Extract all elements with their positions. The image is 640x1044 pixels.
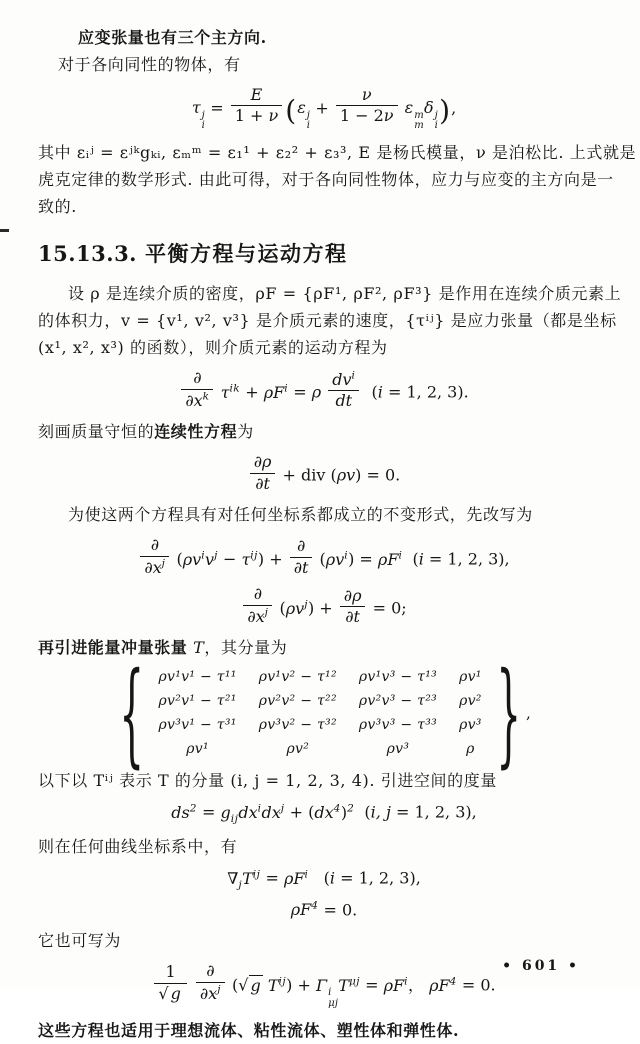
radicand: g bbox=[170, 983, 181, 1003]
math-numerator bbox=[250, 453, 276, 472]
where-clause-line-3: 致的. bbox=[38, 197, 77, 217]
intro-line-2: 对于各向同性的物体，有 bbox=[58, 55, 241, 74]
math-fraction bbox=[328, 369, 359, 410]
continuity-pre: 刻画质量守恒的 bbox=[38, 422, 155, 442]
math-italic: ν bbox=[383, 106, 394, 126]
math-italic: E bbox=[250, 85, 263, 104]
math-superscript: 2 bbox=[347, 802, 355, 815]
math-numerator bbox=[181, 369, 213, 388]
energy-tensor-term: 再引进能量冲量张量 bbox=[38, 638, 188, 658]
matrix-cell: ρv¹ bbox=[459, 669, 482, 686]
math-sup-group bbox=[291, 900, 319, 919]
math-superscript: i bbox=[257, 802, 262, 815]
math-sup-group bbox=[341, 803, 354, 822]
math-base: ε bbox=[404, 98, 414, 118]
closing-line: 这些方程也适用于理想流体、粘性流体、塑性体和弹性体. bbox=[38, 1020, 460, 1040]
math-fraction bbox=[196, 962, 225, 1003]
math-supsub-stack bbox=[328, 988, 338, 1008]
hooke-law-formula bbox=[38, 86, 610, 131]
math-italic: ∂ bbox=[150, 535, 160, 555]
math-roman: ) + bbox=[307, 598, 338, 618]
math-denominator bbox=[340, 606, 366, 626]
math-italic: ∂t bbox=[255, 473, 270, 493]
math-base: ρv bbox=[325, 549, 345, 569]
math-denominator bbox=[336, 105, 398, 125]
matrix-cell: ρ bbox=[466, 741, 475, 758]
math-roman: + bbox=[240, 382, 264, 402]
math-italic: i bbox=[418, 549, 424, 569]
math-roman: ) = bbox=[348, 549, 378, 569]
continuity-term: 连续性方程 bbox=[154, 422, 238, 442]
math-roman: ) + bbox=[286, 975, 316, 995]
math-fraction bbox=[336, 86, 398, 126]
math-sup-group bbox=[205, 550, 218, 569]
math-roman: = bbox=[205, 98, 229, 118]
math-italic: i bbox=[377, 382, 383, 402]
intro-line-1: 应变张量也有三个主方向. bbox=[78, 28, 267, 47]
math-sup-group bbox=[183, 550, 205, 569]
math-supsub-group bbox=[191, 98, 206, 132]
math-sup-group bbox=[338, 976, 360, 995]
math-roman: ( bbox=[226, 975, 239, 995]
math-base: Γ bbox=[315, 975, 328, 995]
math-sup-group bbox=[429, 976, 457, 995]
math-roman bbox=[321, 383, 326, 402]
math-fraction bbox=[231, 86, 283, 126]
math-base: ρF bbox=[429, 975, 450, 995]
math-fraction bbox=[250, 453, 276, 493]
math-base: ε bbox=[297, 98, 306, 118]
math-denominator bbox=[140, 556, 169, 578]
matrix-cell: ρv¹ bbox=[186, 741, 209, 758]
math-sub-group bbox=[227, 868, 243, 891]
math-superscript: i bbox=[404, 975, 408, 988]
math-numerator bbox=[340, 587, 366, 606]
math-base: dx bbox=[314, 802, 334, 822]
math-roman: = 1, 2, 3), bbox=[423, 549, 510, 569]
matrix-cell: ρv³ bbox=[386, 741, 410, 758]
math-supsub-group bbox=[424, 98, 439, 132]
math-denominator bbox=[231, 105, 283, 125]
math-sup-group bbox=[242, 869, 260, 888]
math-subscript: j bbox=[238, 879, 243, 891]
matrix-cell: ρv²v³ − τ²³ bbox=[358, 693, 438, 710]
math-superscript: j bbox=[161, 557, 166, 570]
density-paragraph-line-2: 的体积力，v = {v¹, v², v³} 是介质元素的速度，{τⁱʲ} 是应力张量（都是坐标 bbox=[38, 311, 617, 331]
math-italic: ∂ bbox=[253, 584, 263, 604]
math-base: ρF bbox=[263, 382, 285, 402]
math-sup-group bbox=[185, 391, 209, 410]
matrix-right-brace: } bbox=[495, 647, 521, 780]
math-subscript: m bbox=[414, 120, 425, 132]
math-roman: = bbox=[260, 868, 284, 888]
matrix-cell: ρv¹v¹ − τ¹¹ bbox=[158, 669, 237, 686]
matrix-cell: ρv²v² − τ²² bbox=[258, 693, 337, 710]
math-roman: ( bbox=[314, 549, 326, 569]
matrix-comma: , bbox=[526, 704, 531, 723]
math-roman: + div ( bbox=[277, 465, 337, 485]
math-subscript: ij bbox=[230, 812, 239, 825]
matrix-cell: ρv³v¹ − τ³¹ bbox=[158, 717, 237, 734]
math-roman: − bbox=[217, 549, 242, 569]
math-superscript: j bbox=[214, 549, 218, 562]
math-sup-group bbox=[247, 607, 268, 626]
math-base: v bbox=[205, 549, 215, 569]
math-roman: ( bbox=[354, 802, 371, 822]
math-roman: = 1, 2, 3), bbox=[335, 868, 421, 888]
math-sup-group bbox=[314, 803, 340, 822]
math-superscript: j bbox=[306, 109, 311, 121]
math-roman: = 1, 2, 3). bbox=[382, 382, 469, 402]
math-base: dv bbox=[332, 369, 352, 389]
invariant-form-line: 为使这两个方程具有对任何坐标系都成立的不变形式，先改写为 bbox=[68, 505, 533, 525]
math-supsub-group bbox=[315, 975, 339, 1009]
radical-sign: √ bbox=[158, 983, 169, 1003]
math-subscript: i bbox=[306, 120, 311, 132]
math-base: g bbox=[220, 802, 231, 822]
math-sup-group bbox=[384, 976, 408, 995]
math-italic: i, j bbox=[370, 802, 391, 822]
matrix-cell: ρv³ bbox=[459, 717, 482, 734]
math-sup-group bbox=[286, 599, 308, 618]
components-line: 以下以 Tⁱʲ 表示 T 的分量 (i, j = 1, 2, 3, 4). 引进空间的度量 bbox=[38, 771, 497, 791]
math-sup-group bbox=[262, 803, 285, 822]
math-superscript: μj bbox=[348, 975, 361, 988]
rho-f4-formula bbox=[38, 900, 610, 920]
math-supsub-group bbox=[297, 98, 311, 132]
math-base: τ bbox=[220, 382, 230, 402]
math-subscript: i bbox=[201, 120, 206, 132]
math-superscript: j bbox=[434, 109, 439, 121]
math-base: ρF bbox=[383, 975, 405, 995]
covariant-divergence-formula bbox=[38, 868, 610, 891]
math-italic: ∂t bbox=[345, 606, 360, 626]
radical-sign: √ bbox=[238, 975, 249, 995]
math-fraction bbox=[340, 587, 366, 627]
math-subscript: i bbox=[434, 120, 439, 132]
math-roman: = bbox=[288, 382, 312, 402]
math-supsub-stack bbox=[414, 111, 424, 131]
continuity-post: 为 bbox=[237, 422, 254, 442]
math-roman: , bbox=[451, 98, 457, 118]
section-title: 平衡方程与运动方程 bbox=[145, 241, 348, 267]
density-paragraph-line-1: 设 ρ 是连续介质的密度，ρF = {ρF¹, ρF², ρF³} 是作用在连续介质元素上 bbox=[68, 284, 622, 304]
math-roman: ) = 0. bbox=[355, 465, 401, 485]
math-base: ) bbox=[340, 802, 348, 822]
math-sup-group bbox=[221, 383, 241, 402]
math-base: τ bbox=[191, 98, 201, 118]
math-italic: ρ bbox=[311, 382, 322, 402]
math-base: ρF bbox=[284, 868, 305, 888]
math-denominator bbox=[154, 983, 186, 1003]
math-base: ρF bbox=[290, 899, 312, 919]
math-italic: ∂ρ bbox=[343, 585, 362, 605]
math-sqrt bbox=[238, 975, 262, 995]
math-italic: i bbox=[329, 868, 335, 888]
math-denominator bbox=[181, 389, 213, 411]
matrix-cell: ρv¹v² − τ¹² bbox=[258, 669, 337, 686]
page-number: • 601 • bbox=[502, 958, 580, 974]
math-base: ∂x bbox=[185, 390, 203, 410]
math-big-paren: ) bbox=[439, 94, 451, 128]
matrix-cell: ρv² bbox=[286, 741, 310, 758]
math-base: T bbox=[267, 975, 279, 995]
math-sup-group bbox=[200, 984, 221, 1003]
math-numerator bbox=[328, 369, 359, 390]
math-superscript: ij bbox=[278, 975, 287, 988]
math-base: T bbox=[242, 868, 253, 888]
math-fraction bbox=[181, 369, 213, 410]
where-clause-line-2: 虎克定律的数学形式. 由此可得，对于各向同性物体，应力与应变的主方向是一 bbox=[38, 170, 614, 190]
math-italic: ∂t bbox=[293, 557, 309, 577]
math-sup-group bbox=[264, 383, 288, 402]
math-superscript: j bbox=[201, 109, 206, 121]
math-sup-group bbox=[326, 550, 348, 569]
math-base: ∂x bbox=[247, 606, 265, 626]
matrix-cell: ρv³v² − τ³² bbox=[258, 717, 337, 734]
math-roman: ) + bbox=[257, 549, 288, 569]
math-superscript: i bbox=[351, 369, 356, 382]
math-fraction bbox=[290, 537, 313, 577]
matrix-cell: ρv²v¹ − τ²¹ bbox=[158, 693, 237, 710]
math-superscript: 4 bbox=[449, 975, 457, 988]
matrix-left-brace: { bbox=[119, 647, 145, 780]
math-superscript: 4 bbox=[311, 899, 319, 912]
math-roman: ( bbox=[171, 549, 183, 569]
math-italic: ρv bbox=[336, 465, 356, 485]
math-base: ∇ bbox=[227, 868, 239, 888]
math-base: ρv bbox=[285, 598, 305, 618]
math-sup-group bbox=[171, 803, 197, 822]
math-supsub-group bbox=[404, 98, 425, 132]
math-base: dx bbox=[261, 802, 281, 822]
math-superscript: i bbox=[344, 549, 349, 562]
math-italic: ν bbox=[361, 85, 372, 104]
math-roman: = bbox=[196, 802, 221, 822]
math-sqrt bbox=[158, 983, 182, 1003]
math-italic: ∂ bbox=[296, 536, 306, 556]
math-numerator bbox=[336, 86, 398, 105]
math-base: ∂x bbox=[144, 557, 162, 577]
math-superscript: i bbox=[328, 987, 332, 999]
radicand: g bbox=[250, 975, 261, 995]
math-fraction bbox=[140, 536, 169, 577]
math-roman: 1 bbox=[165, 962, 176, 982]
math-denominator bbox=[328, 390, 359, 410]
math-base: ρv bbox=[182, 549, 202, 569]
math-roman: = 0. bbox=[456, 975, 496, 995]
continuity-equation-formula bbox=[38, 453, 610, 493]
math-sup-group bbox=[378, 550, 402, 569]
math-superscript: j bbox=[264, 606, 269, 619]
math-roman: = 0; bbox=[367, 598, 407, 618]
energy-tensor-symbol: T bbox=[187, 638, 205, 658]
math-roman bbox=[189, 976, 194, 995]
math-superscript: j bbox=[217, 983, 221, 996]
metric-formula bbox=[38, 802, 610, 825]
math-superscript: i bbox=[304, 868, 309, 881]
matrix-cells bbox=[159, 669, 482, 757]
section-heading bbox=[38, 238, 610, 268]
math-fraction bbox=[154, 963, 186, 1003]
math-superscript: i bbox=[201, 549, 206, 562]
math-italic: ∂ bbox=[193, 368, 202, 388]
math-sup-group bbox=[332, 370, 355, 389]
math-big-paren: ( bbox=[285, 94, 297, 128]
math-roman: ( bbox=[402, 549, 419, 569]
rewritten-continuity-formula bbox=[38, 585, 610, 626]
matrix-cell: ρv³v³ − τ³³ bbox=[358, 717, 438, 734]
math-sup-group bbox=[241, 550, 257, 569]
math-denominator bbox=[243, 605, 272, 627]
math-superscript: j bbox=[280, 802, 285, 815]
math-superscript: 2 bbox=[189, 802, 197, 815]
math-numerator bbox=[196, 962, 225, 981]
continuity-intro-line bbox=[38, 418, 610, 445]
math-roman: ， bbox=[408, 975, 430, 995]
math-roman: ( bbox=[274, 598, 286, 618]
math-sup-group bbox=[284, 869, 308, 888]
math-roman: = bbox=[360, 975, 384, 995]
math-superscript: k bbox=[202, 390, 210, 403]
math-roman: 1 + bbox=[234, 106, 269, 126]
math-roman: = 0. bbox=[318, 899, 358, 919]
matrix-cell: ρv² bbox=[459, 693, 482, 710]
math-base: ds bbox=[171, 802, 190, 822]
math-sup-group bbox=[238, 803, 261, 822]
math-superscript: ij bbox=[252, 868, 261, 881]
math-denominator bbox=[250, 473, 276, 493]
math-sub-group bbox=[220, 802, 239, 825]
math-roman: ( bbox=[361, 382, 378, 402]
matrix-cell: ρv¹v³ − τ¹³ bbox=[358, 669, 438, 686]
math-superscript: i bbox=[398, 549, 403, 562]
math-base: ∂x bbox=[199, 983, 218, 1003]
math-superscript: m bbox=[414, 109, 425, 121]
math-italic: dt bbox=[335, 390, 353, 410]
math-roman: = 1, 2, 3), bbox=[390, 802, 477, 822]
density-paragraph-line-3: (x¹, x², x³) 的函数），则介质元素的运动方程为 bbox=[38, 338, 388, 358]
math-superscript: ik bbox=[229, 382, 241, 395]
math-numerator bbox=[290, 537, 313, 556]
math-superscript: 4 bbox=[333, 802, 341, 815]
math-superscript: ij bbox=[250, 549, 258, 562]
alternative-form-line: 它也可写为 bbox=[38, 931, 122, 951]
math-italic: ∂ρ bbox=[253, 452, 272, 472]
math-base: dx bbox=[238, 802, 258, 822]
math-numerator bbox=[140, 536, 169, 555]
math-superscript: i bbox=[284, 382, 289, 395]
curvilinear-line: 则在任何曲线坐标系中，有 bbox=[38, 837, 238, 857]
math-base: δ bbox=[424, 98, 434, 118]
rewritten-motion-formula bbox=[38, 536, 610, 577]
math-numerator bbox=[243, 585, 272, 604]
math-sup-group bbox=[144, 558, 165, 577]
math-subscript: μj bbox=[328, 997, 339, 1009]
math-fraction bbox=[243, 585, 272, 626]
math-numerator bbox=[154, 963, 186, 982]
math-roman: ( bbox=[308, 868, 330, 888]
math-base: ρF bbox=[377, 549, 399, 569]
math-roman: + ( bbox=[284, 802, 315, 822]
math-base: τ bbox=[241, 549, 251, 569]
equation-of-motion-formula bbox=[38, 369, 610, 410]
math-roman: + bbox=[310, 98, 334, 118]
math-numerator bbox=[231, 86, 283, 105]
math-superscript: j bbox=[304, 598, 308, 611]
math-italic: ν bbox=[268, 106, 279, 126]
where-clause-line-1: 其中 εᵢʲ = εʲᵏgₖᵢ, εₘᵐ = ε₁¹ + ε₂² + ε₃³, E 是杨氏模量，ν 是泊松比. 上式就是 bbox=[38, 143, 637, 163]
math-base: T bbox=[338, 975, 349, 995]
scan-artifact-dash bbox=[0, 229, 9, 232]
math-italic: ∂ bbox=[206, 961, 215, 981]
energy-tensor-post: ，其分量为 bbox=[204, 638, 288, 658]
math-roman: 1 − 2 bbox=[339, 106, 384, 126]
section-number: 15.13.3. bbox=[38, 241, 137, 267]
math-denominator bbox=[290, 557, 313, 577]
math-sup-group bbox=[268, 976, 286, 995]
math-denominator bbox=[196, 982, 225, 1004]
